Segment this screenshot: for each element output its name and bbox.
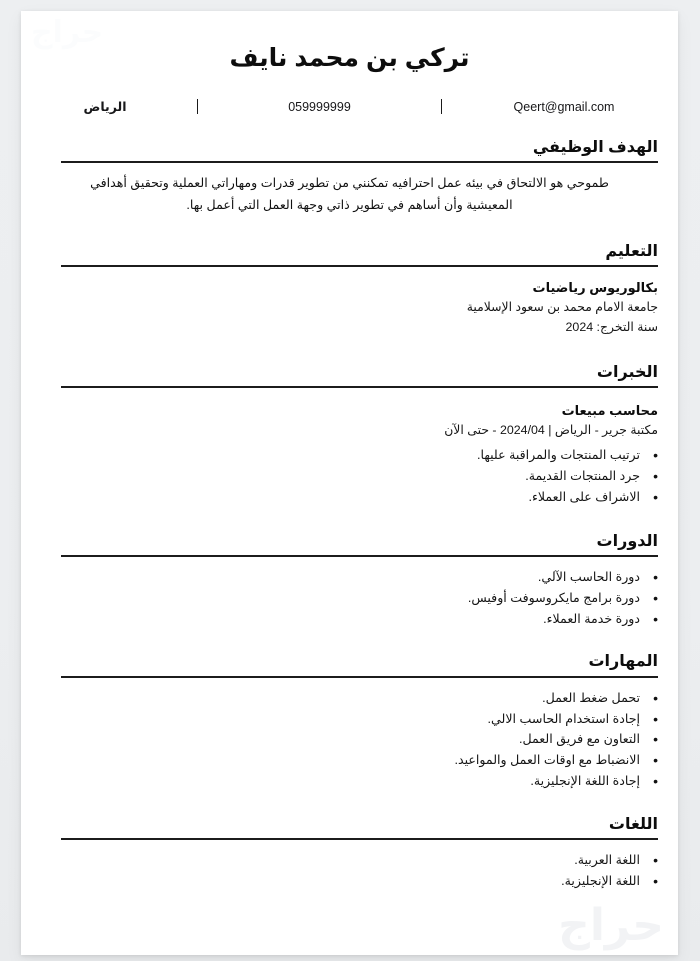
list-item: • دورة الحاسب الآلي. — [41, 567, 658, 588]
section-education — [41, 242, 658, 338]
section-skills — [41, 652, 658, 792]
list-item: • اللغة العربية. — [41, 850, 658, 871]
contact-phone: 059999999 — [288, 99, 351, 114]
objective-text: طموحي هو الالتحاق في بيئه عمل احترافيه تمكنني من تطوير قدرات ومهاراتي العملية وتحقيق أهدافي المعيشية وأن أساهم في تطوير ذاتي وجهة العمل التي أعمل بها. — [90, 176, 609, 213]
section-title-experience: الخبرات — [596, 363, 658, 381]
page-title: تركي بن محمد نايف — [229, 44, 470, 72]
section-languages — [41, 815, 658, 892]
section-title-education: التعليم — [605, 242, 658, 260]
section-title-languages: اللغات — [608, 816, 658, 834]
section-experience — [41, 363, 658, 508]
list-item: • الاشراف على العملاء. — [41, 487, 658, 508]
experience-meta: مكتبة جرير - الرياض | 2024/04 - حتى الآن — [444, 423, 658, 438]
section-body-education — [41, 267, 658, 338]
watermark-top: حراج — [31, 16, 104, 49]
contact-separator-2 — [441, 99, 442, 114]
watermark-bottom: حراج — [558, 901, 664, 950]
list-item: • الانضباط مع اوقات العمل والمواعيد. — [41, 750, 658, 771]
list-item: • إجادة اللغة الإنجليزية. — [41, 771, 658, 792]
section-title-skills: المهارات — [588, 653, 658, 671]
section-body-languages — [41, 840, 658, 892]
contact-row — [60, 99, 639, 114]
contact-email: Qeert@gmail.com — [513, 99, 615, 114]
list-item: • ترتيب المنتجات والمراقبة عليها. — [41, 445, 658, 466]
courses-bullet-list — [41, 567, 658, 630]
languages-bullet-list — [41, 850, 658, 892]
resume-sheet — [21, 11, 678, 955]
section-title-objective: الهدف الوظيفي — [532, 139, 658, 157]
resume-content — [21, 11, 678, 955]
list-item: • دورة برامج مايكروسوفت أوفيس. — [41, 588, 658, 609]
education-institution: جامعة الامام محمد بن سعود الإسلامية — [466, 300, 658, 315]
section-objective — [41, 138, 658, 217]
section-title-courses: الدورات — [596, 532, 658, 550]
education-graduation-year: سنة التخرج: 2024 — [565, 319, 658, 334]
list-item: • تحمل ضغط العمل. — [41, 688, 658, 709]
section-body-skills — [41, 678, 658, 792]
list-item: • دورة خدمة العملاء. — [41, 609, 658, 630]
skills-bullet-list — [41, 688, 658, 792]
experience-bullet-list — [41, 445, 658, 508]
list-item: • اللغة الإنجليزية. — [41, 871, 658, 892]
section-body-courses — [41, 557, 658, 630]
list-item: • جرد المنتجات القديمة. — [41, 466, 658, 487]
contact-separator-1 — [197, 99, 198, 114]
education-degree: بكالوريوس رياضيات — [532, 279, 658, 295]
section-body-objective — [41, 163, 658, 216]
section-courses — [41, 532, 658, 630]
experience-job-title: محاسب مبيعات — [561, 402, 658, 418]
contact-city: الرياض — [83, 100, 127, 115]
list-item: • التعاون مع فريق العمل. — [41, 729, 658, 750]
section-body-experience — [41, 388, 658, 508]
resume-header — [41, 43, 658, 114]
list-item: • إجادة استخدام الحاسب الالي. — [41, 709, 658, 730]
